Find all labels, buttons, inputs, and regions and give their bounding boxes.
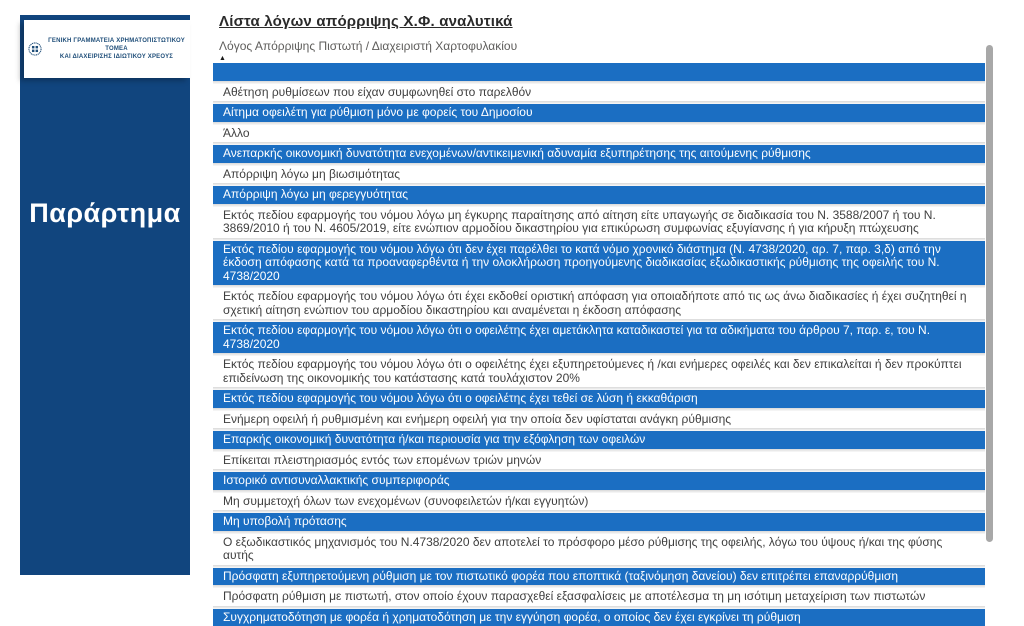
list-item[interactable]: Αίτημα οφειλέτη για ρύθμιση μόνο με φορείς του Δημοσίου (213, 104, 985, 122)
list-item[interactable]: Εκτός πεδίου εφαρμογής του νόμου λόγω ότι ο οφειλέτης έχει αμετάκλητα καταδικαστεί για τα αδικήματα του άρθρου 7, παρ. ε, του Ν. 4738/2020 (213, 322, 985, 353)
org-name-line2: ΚΑΙ ΔΙΑΧΕΙΡΙΣΗΣ ΙΔΙΩΤΙΚΟΥ ΧΡΕΟΥΣ (47, 53, 186, 61)
rejection-reason-list (213, 63, 985, 573)
list-item[interactable]: Ανεπαρκής οικονομική δυνατότητα ενεχομένων/αντικειμενική αδυναμία εξυπηρέτησης της αιτούμενης ρύθμισης (213, 145, 985, 163)
list-item[interactable]: Εκτός πεδίου εφαρμογής του νόμου λόγω ότι ο οφειλέτης έχει εξυπηρετούμενες ή /και ενήμερες οφειλές και δεν επικαλείται ή δεν προκύπτει επιδείνωση της οικονομικής του κατάστασης κατά τουλάχιστον 20% (213, 356, 985, 387)
list-item[interactable]: Ενήμερη οφειλή ή ρυθμισμένη και ενήμερη οφειλή για την οποία δεν υφίσταται ανάγκη ρύθμισης (213, 411, 985, 429)
list-item[interactable] (213, 63, 985, 81)
list-item[interactable]: Επαρκής οικονομική δυνατότητα ή/και περιουσία για την εξόφληση των οφειλών (213, 431, 985, 449)
list-item[interactable]: Εκτός πεδίου εφαρμογής του νόμου λόγω ότι έχει εκδοθεί οριστική απόφαση για οποιαδήποτε από τις ως άνω διαδικασίες ή έχει συζητηθεί η σχετική αίτηση ενώπιον του αρμοδίου δικαστηρίου και αναμένεται η έκδοση απόφασης (213, 288, 985, 319)
list-item[interactable]: Πρόσφατη ρύθμιση με πιστωτή, στον οποίο έχουν παρασχεθεί εξασφαλίσεις με αποτέλεσμα τη μη ισότιμη μεταχείριση των πιστωτών (213, 588, 985, 606)
list-item[interactable]: Εκτός πεδίου εφαρμογής του νόμου λόγω ότι δεν έχει παρέλθει το κατά νόμο χρονικό διάστημα (Ν. 4738/2020, αρ. 7, παρ. 3,δ) από την έκδοση απόφασης κατά τα προαναφερθέντα ή την ολοκλήρωση προηγούμενης διαδικασίας εξωδικαστικής ρύθμισης της οφειλής του Ν. 4738/2020 (213, 241, 985, 286)
column-header-sort[interactable]: Λόγος Απόρριψης Πιστωτή / Διαχειριστή Χαρτοφυλακίου (219, 39, 517, 53)
org-emblem-icon (28, 42, 42, 56)
logo-card (24, 20, 190, 78)
list-item[interactable]: Ιστορικό αντισυναλλακτικής συμπεριφοράς (213, 472, 985, 490)
list-item[interactable]: Μη συμμετοχή όλων των ενεχομένων (συνοφειλετών ή/και εγγυητών) (213, 493, 985, 511)
sidebar-page-label: Παράρτημα (20, 198, 190, 229)
list-item[interactable]: Εκτός πεδίου εφαρμογής του νόμου λόγω μη έγκυρης παραίτησης από αίτηση είτε υπαγωγής σε διαδικασία του Ν. 3588/2007 ή του Ν. 3869/2010 ή του Ν. 4605/2019, είτε ενώπιον αρμοδίου δικαστηρίου για επικύρωση συμφωνίας εξυγίανσης ή για κήρυξη πτώχευσης (213, 207, 985, 238)
list-item[interactable]: Συγχρηματοδότηση με φορέα ή χρηματοδότηση με την εγγύηση φορέα, ο οποίος δεν έχει εγκρίνει τη ρύθμιση (213, 609, 985, 626)
org-name (47, 37, 186, 61)
list-item[interactable]: Εκτός πεδίου εφαρμογής του νόμου λόγω ότι ο οφειλέτης έχει τεθεί σε λύση ή εκκαθάριση (213, 390, 985, 408)
org-name-line1: ΓΕΝΙΚΗ ΓΡΑΜΜΑΤΕΙΑ ΧΡΗΜΑΤΟΠΙΣΤΩΤΙΚΟΥ ΤΟΜΕΑ (47, 37, 186, 53)
list-item[interactable]: Πρόσφατη εξυπηρετούμενη ρύθμιση με τον πιστωτικό φορέα που εποπτικά (ταξινόμηση δανείου) δεν επιτρέπει επαναρρύθμιση (213, 568, 985, 586)
page-title: Λίστα λόγων απόρριψης Χ.Φ. αναλυτικά (219, 13, 517, 30)
list-item[interactable]: Απόρριψη λόγω μη φερεγγυότητας (213, 186, 985, 204)
main-header (219, 13, 517, 62)
list-item[interactable]: Αθέτηση ρυθμίσεων που είχαν συμφωνηθεί στο παρελθόν (213, 84, 985, 102)
list-item[interactable]: Ο εξωδικαστικός μηχανισμός του Ν.4738/2020 δεν αποτελεί το πρόσφορο μέσο ρύθμισης της οφειλής, λόγω του ύψους ή/και της φύσης αυτής (213, 534, 985, 565)
sort-ascending-icon[interactable]: ▲ (219, 55, 517, 62)
list-item[interactable]: Απόρριψη λόγω μη βιωσιμότητας (213, 166, 985, 184)
list-item[interactable]: Μη υποβολή πρότασης (213, 513, 985, 531)
list-item[interactable]: Άλλο (213, 125, 985, 143)
sidebar (20, 15, 190, 575)
list-item[interactable]: Επίκειται πλειστηριασμός εντός των επομένων τριών μηνών (213, 452, 985, 470)
vertical-scrollbar-thumb[interactable] (986, 45, 993, 542)
